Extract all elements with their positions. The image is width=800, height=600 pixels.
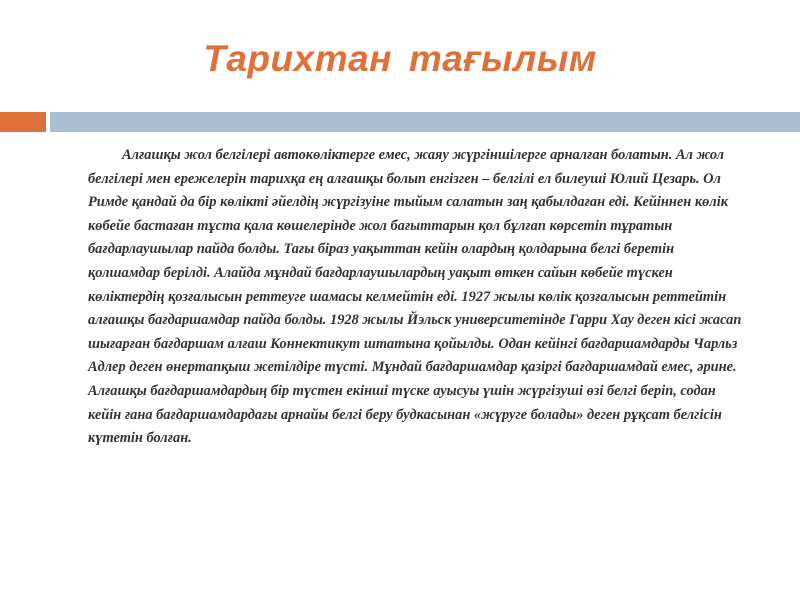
title-divider-bar [50,112,800,132]
body-paragraph: Алғашқы жол белгілері автокөліктерге емес, жаяу жүргіншілерге арналған болатын. Ал жол белгілері мен ережелерін тарихқа ең алғашқы болып енгізген – белгілі ел билеуші Юлий Цезарь. Ол Римде қандай да бір көлікті әйелдің жүргізуіне тыйым салатын заң қабылдаған еді. Кейіннен көлік көбейе бастаған тұста қала көшелерінде жол бағыттарын қол бұлғап көрсетіп тұратын бағдарлаушылар пайда болды. Тағы біраз уақыттан кейін олардың қолдарына белгі беретін қолшамдар берілді. Алайда мұндай бағдарлаушылардың уақыт өткен сайын көбейе түскен көліктердің қозғалысын реттеуге шамасы келмейтін еді. 1927 жылы көлік қозғалысын реттейтін алғашқы бағдаршамдар пайда болды. 1928 жылы Йэльск университетінде Гарри Хау деген кісі жасап шығарған бағдаршам алғаш Коннектикут штатына қойылды. Одан кейінгі бағдаршамдарды Чарльз Адлер деген өнертапқыш жетілдіре түсті. Мұндай бағдаршамдар қазіргі бағдаршамдай емес, әрине. Алғашқы бағдаршамдардың бір түстен екінші түске ауысуы үшін жүргізуші өзі белгі беріп, содан кейін ғана бағдаршамдардағы арнайы белгі беру будкасынан «жүруге болады» деген рұқсат белгісін күтетін болған. [88,147,742,447]
title-accent-bar [0,112,46,132]
slide-title: Тарихтан тағылым [203,38,597,79]
